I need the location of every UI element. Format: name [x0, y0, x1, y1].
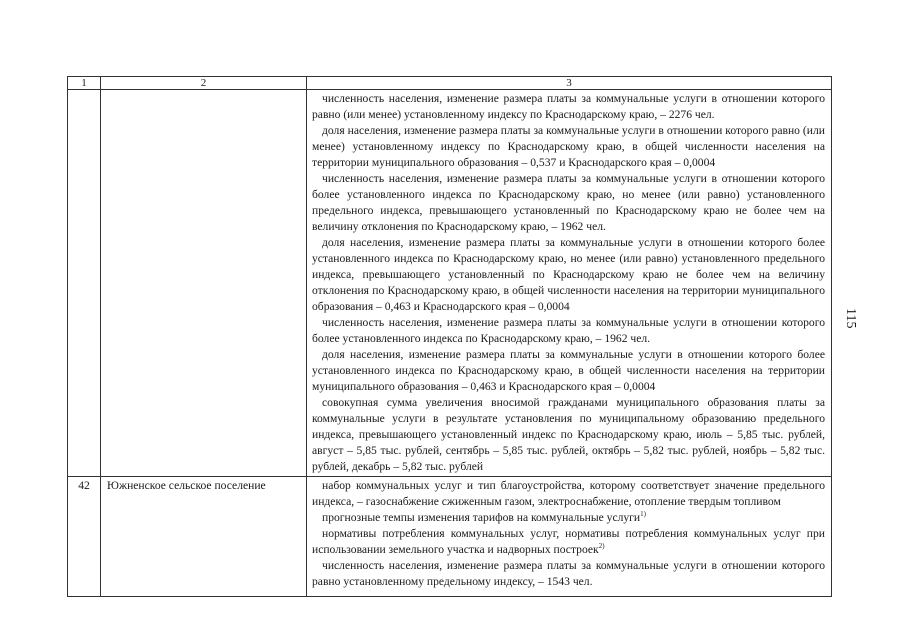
indicator-paragraph: численность населения, изменение размера платы за коммунальные услуги в отношении которого равно (или менее) установленному индексу по Краснодарскому краю, – 2276 чел. [312, 92, 825, 121]
settlement-name [101, 90, 307, 477]
table-row [68, 477, 832, 597]
indicator-paragraph [312, 526, 825, 558]
indicator-paragraph: доля населения, изменение размера платы за коммунальные услуги в отношении которого более установленного индекса по Краснодарскому краю, в общей численности населения на территории муниципального образования – 0,463 и Краснодарского края – 0,0004 [312, 348, 825, 393]
row-number: 42 [68, 477, 101, 597]
indicator-paragraph: численность населения, изменение размера платы за коммунальные услуги в отношении которого равно установленному предельному индексу, – 1543 чел. [312, 559, 825, 588]
document-table [67, 76, 832, 597]
indicator-text: прогнозные темпы изменения тарифов на коммунальные услуги [322, 511, 641, 524]
table-row [68, 90, 832, 477]
indicator-paragraph: численность населения, изменение размера платы за коммунальные услуги в отношении которого более установленного индекса по Краснодарскому краю, – 1962 чел. [312, 316, 825, 345]
settlement-name: Южненское сельское поселение [101, 477, 307, 597]
row-number [68, 90, 101, 477]
column-header: 2 [101, 77, 307, 90]
indicator-text: нормативы потребления коммунальных услуг, нормативы потребления коммунальных услуг при использовании земельного участка и надворных построек [312, 527, 825, 556]
column-header: 1 [68, 77, 101, 90]
indicator-paragraph: набор коммунальных услуг и тип благоустройства, которому соответствует значение предельного индекса, – газоснабжение сжиженным газом, электроснабжение, отопление твердым топливом [312, 479, 825, 508]
indicator-paragraph: доля населения, изменение размера платы за коммунальные услуги в отношении которого равно (или менее) установленному индексу по Краснодарскому краю, в общей численности населения на территории муниципального образования – 0,537 и Краснодарского края – 0,0004 [312, 124, 825, 169]
indicator-paragraph [312, 510, 825, 526]
indicator-list [307, 90, 832, 477]
table-header-row [68, 77, 832, 90]
page-number: 115 [843, 308, 858, 329]
column-header: 3 [307, 77, 832, 90]
indicator-paragraph: численность населения, изменение размера платы за коммунальные услуги в отношении которого более установленного индекса по Краснодарскому краю, но менее (или равно) установленного предельного индекса, превышающего установленный по Краснодарскому краю не более чем на величину отклонения по Краснодарскому краю, – 1962 чел. [312, 172, 825, 233]
indicator-list [307, 477, 832, 597]
indicator-paragraph: доля населения, изменение размера платы за коммунальные услуги в отношении которого более установленного индекса по Краснодарскому краю, но менее (или равно) установленного предельного индекса, превышающего установленный по Краснодарскому краю не более чем на величину отклонения по Краснодарскому краю, в общей численности населения на территории муниципального образования – 0,463 и Краснодарского края – 0,0004 [312, 236, 825, 313]
footnote-mark: 1) [640, 510, 646, 518]
footnote-mark: 2) [598, 542, 605, 550]
indicator-paragraph: совокупная сумма увеличения вносимой гражданами муниципального образования платы за коммунальные услуги в результате установления по муниципальному образованию предельного индекса, превышающего установленный индекс по Краснодарскому краю, июль – 5,85 тыс. рублей, август – 5,85 тыс. рублей, сентябрь – 5,85 тыс. рублей, октябрь – 5,82 тыс. рублей, ноябрь – 5,82 тыс. рублей, декабрь – 5,82 тыс. рублей [312, 396, 825, 473]
